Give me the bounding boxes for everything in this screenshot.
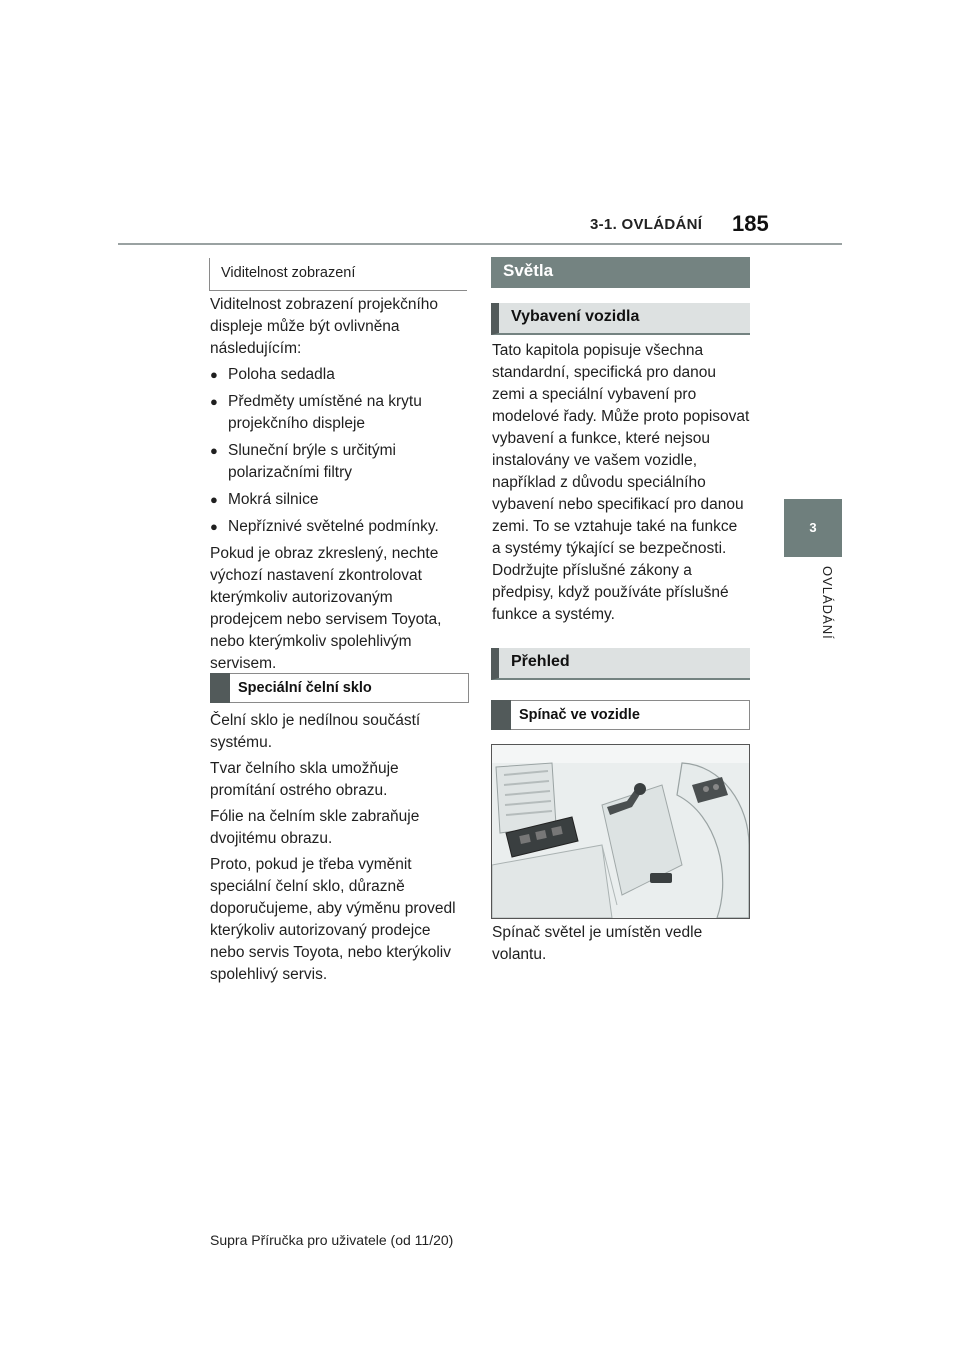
heading-windshield [210,673,469,703]
paragraph: Tato kapitola popisuje všechna standardní, specifická pro danou zemi a speciální vybavení pro modelové řady. Může proto popisovat vybavení a funkce, které nejsou instalovány ve vašem vozidle, například z důvodu speciálního vybavení nebo specifikací pro danou zemi. To se vztahuje také na funkce a systémy týkající se bezpečnosti. Dodržujte příslušné zákony a předpisy, když používáte příslušné funkce a systémy. [492,342,750,623]
figure-caption [492,922,750,970]
equipment-text [492,340,750,630]
subheading-equipment: Vybavení vozidla [491,303,750,335]
paragraph: Čelní sklo je nedílnou součástí systému. [210,712,421,751]
bullet-item: ● Nepříznivé světelné podmínky. [210,516,468,538]
distortion-note: Pokud je obraz zkreslený, nechte výchozí nastavení zkontrolovat kterýmkoliv autorizovaným prodejcem nebo servisem Toyota, nebo kterýmkoliv spolehlivým servisem. [210,545,442,672]
caption-text: Spínač světel je umístěn vedle volantu. [492,924,703,963]
paragraph: Fólie na čelním skle zabraňuje dvojitému obrazu. [210,808,420,847]
heading-visibility [209,258,469,292]
bullet-item: ● Poloha sedadla [210,364,468,386]
chapter-heading-lights: Světla [491,257,750,288]
section-title: 3-1. OVLÁDÁNÍ [590,216,703,233]
footer-text: Supra Příručka pro uživatele (od 11/20) [210,1232,454,1248]
heading-switch [491,700,750,730]
bullet-item: ● Předměty umístěné na krytu projekčního displeje [210,391,468,435]
chapter-tab: 3 [784,499,842,557]
heading-bar [209,258,210,290]
dashboard-illustration [492,745,749,918]
visibility-intro: Viditelnost zobrazení projekčního displeje může být ovlivněna následujícím: [210,296,439,357]
heading-marker [210,673,230,703]
visibility-factors [210,364,468,538]
bullet-item: ● Sluneční brýle s určitými polarizačními filtry [210,440,468,484]
light-switch-figure [491,744,750,919]
heading-underline [209,290,467,291]
heading-windshield-text: Speciální čelní sklo [238,680,372,696]
windshield-text [210,710,468,990]
page-number: 185 [732,211,769,236]
header-rule [118,243,842,245]
left-column-text [210,294,468,679]
paragraph: Proto, pokud je třeba vyměnit speciální čelní sklo, důrazně doporučujeme, aby výměnu provedl kterýkoliv autorizovaný prodejce nebo servis Toyota, nebo kterýkoliv spolehlivý servis. [210,856,456,983]
bullet-item: ● Mokrá silnice [210,489,468,511]
heading-visibility-text: Viditelnost zobrazení [221,265,356,281]
chapter-label: OVLÁDÁNÍ [820,566,835,640]
heading-switch-text: Spínač ve vozidle [519,707,640,723]
heading-marker [491,700,511,730]
subheading-overview: Přehled [491,648,750,680]
paragraph: Tvar čelního skla umožňuje promítání ostrého obrazu. [210,760,399,799]
